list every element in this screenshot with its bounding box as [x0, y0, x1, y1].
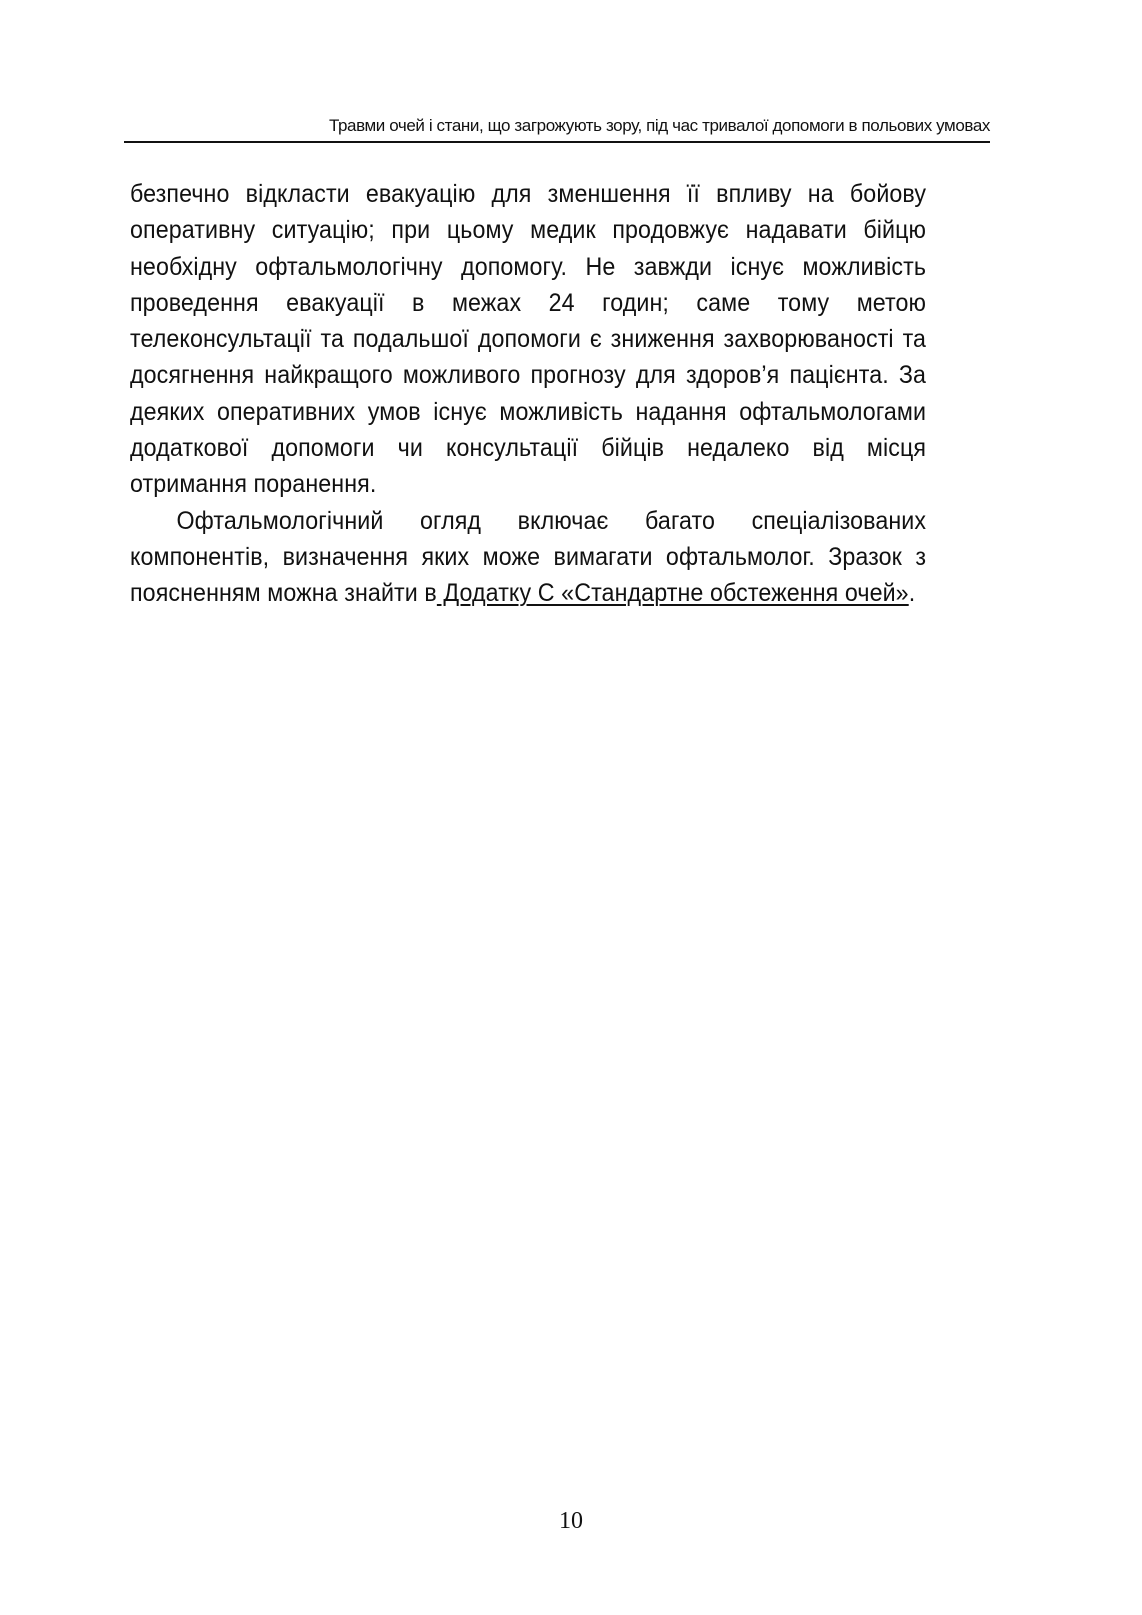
paragraph-1: безпечно відкласти евакуацію для зменшення її впливу на бойову оперативну ситуацію; при цьому медик продовжує надавати бійцю необхідну офтальмологічну допомогу. Не завжди існує можливість проведення евакуації в межах 24 годин; саме тому метою телеконсультації та подальшої допомоги є зниження захворюваності та досягнення найкращого можливого прогнозу для здоров’я пацієнта. За деяких оперативних умов існує можливість надання офтальмологами додаткової допомоги чи консультації бійців недалеко від місця отримання поранення. — [130, 180, 927, 499]
paragraph-2 — [130, 503, 926, 612]
paragraph-2-text: Офтальмологічний огляд включає багато спеціалізованих компонентів, визначення яких може вимагати офтальмолог. Зразок з поясненням можна знайти в — [130, 506, 927, 608]
paragraph-2-end: . — [908, 579, 916, 608]
body-text — [130, 176, 926, 612]
header-divider — [124, 141, 990, 143]
page-number: 10 — [559, 1508, 583, 1534]
appendix-c-link[interactable]: Додатку С «Стандартне обстеження очей» — [436, 579, 909, 608]
running-header: Травми очей і стани, що загрожують зору, під час тривалої допомоги в польових умовах — [328, 116, 990, 135]
